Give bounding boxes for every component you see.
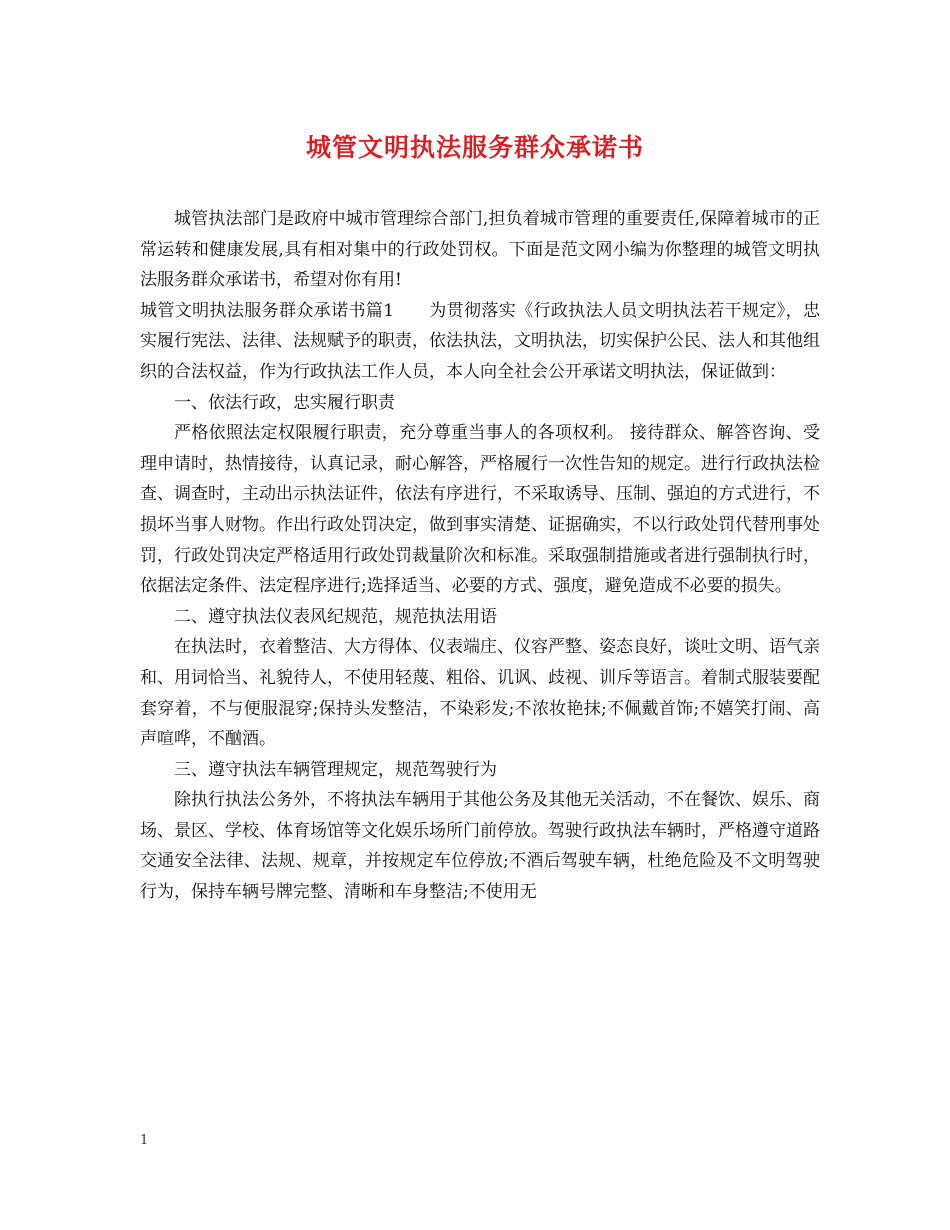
paragraph: 城管执法部门是政府中城市管理综合部门,担负着城市管理的重要责任,保障着城市的正常运转和健康发展,具有相对集中的行政处罚权。下面是范文网小编为你整理的城管文明执法服务群众承诺书，希望对你有用! xyxy=(140,209,820,291)
paragraph: 二、遵守执法仪表风纪规范，规范执法用语 xyxy=(174,606,497,627)
paragraph: 严格依照法定权限履行职责，充分尊重当事人的各项权利。 接待群众、解答咨询、受理申请时，热情接待，认真记录，耐心解答，严格履行一次性告知的规定。进行行政执法检查、调查时，主动出示执法证件，依法有序进行，不采取诱导、压制、强迫的方式进行，不损坏当事人财物。作出行政处罚决定，做到事实清楚、证据确实，不以行政处罚代替刑事处罚，行政处罚决定严格适用行政处罚裁量阶次和标准。采取强制措施或者进行强制执行时，依据法定条件、法定程序进行;选择适当、必要的方式、强度，避免造成不必要的损失。 xyxy=(140,423,820,597)
paragraph: 在执法时，衣着整洁、大方得体、仪表端庄、仪容严整、姿态良好，谈吐文明、语气亲和、用词恰当、礼貌待人，不使用轻蔑、粗俗、讥讽、歧视、训斥等语言。着制式服装要配套穿着，不与便服混穿;保持头发整洁，不染彩发;不浓妆艳抹;不佩戴首饰;不嬉笑打闹、高声喧哗，不酗酒。 xyxy=(140,637,820,750)
paragraph: 一、依法行政，忠实履行职责 xyxy=(174,392,395,413)
paragraph: 城管文明执法服务群众承诺书篇1 为贯彻落实《行政执法人员文明执法若干规定》，忠实履行宪法、法律、法规赋予的职责，依法执法，文明执法，切实保护公民、法人和其他组织的合法权益，作为行政执法工作人员，本人向全社会公开承诺文明执法，保证做到： xyxy=(140,300,820,382)
document-title: 城管文明执法服务群众承诺书 xyxy=(305,133,644,162)
document-body xyxy=(140,204,820,908)
paragraph: 三、遵守执法车辆管理规定，规范驾驶行为 xyxy=(174,759,497,780)
page-number: 1 xyxy=(140,1133,149,1148)
paragraph: 除执行执法公务外，不将执法车辆用于其他公务及其他无关活动，不在餐饮、娱乐、商场、景区、学校、体育场馆等文化娱乐场所门前停放。驾驶行政执法车辆时，严格遵守道路交通安全法律、法规、规章，并按规定车位停放;不酒后驾驶车辆，杜绝危险及不文明驾驶行为，保持车辆号牌完整、清晰和车身整洁;不使用无 xyxy=(140,790,820,903)
